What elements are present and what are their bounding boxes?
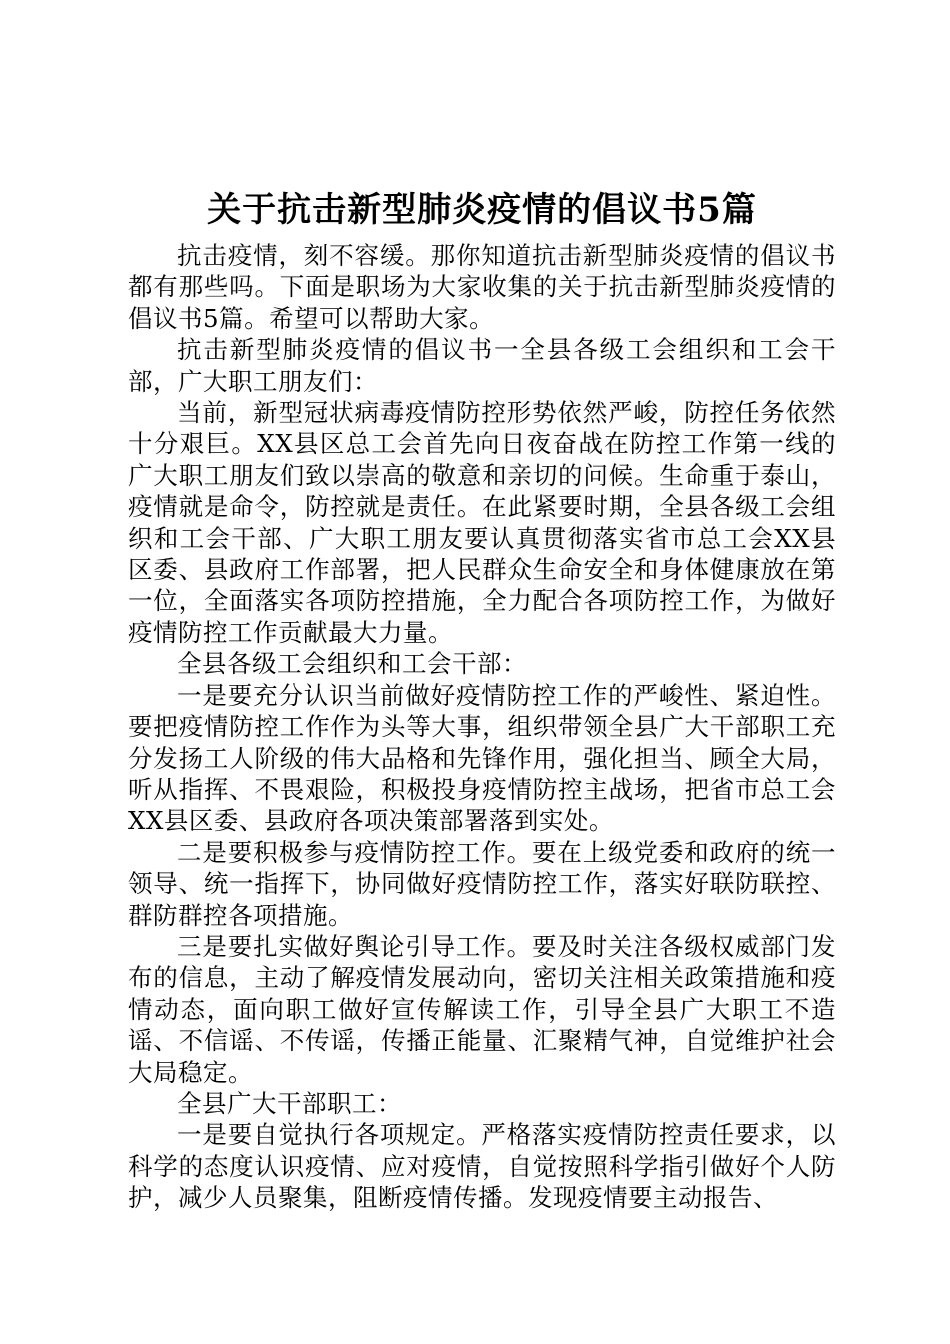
paragraph-letter-one-salutation: 抗击新型肺炎疫情的倡议书一全县各级工会组织和工会干部，广大职工朋友们： — [128, 335, 836, 396]
paragraph-union-heading: 全县各级工会组织和工会干部： — [177, 649, 527, 679]
paragraph-current-situation: 当前，新型冠状病毒疫情防控形势依然严峻，防控任务依然十分艰巨。XX县区总工会首先向日夜奋战在防控工作第一线的广大职工朋友们致以崇高的敬意和亲切的问候。生命重于泰山，疫情就是命令，防控就是责任。在此紧要时期，全县各级工会组织和工会干部、广大职工朋友要认真贯彻落实省市总工会XX县区委、县政府工作部署，把人民群众生命安全和身体健康放在第一位，全面落实各项防控措施，全力配合各项防控工作，为做好疫情防控工作贡献最大力量。 — [128, 398, 836, 647]
paragraph-workers-point-one: 一是要自觉执行各项规定。严格落实疫情防控责任要求，以科学的态度认识疫情、应对疫情，自觉按照科学指引做好个人防护，减少人员聚集，阻断疫情传播。发现疫情要主动报告、 — [128, 1120, 836, 1213]
paragraph-union-point-one: 一是要充分认识当前做好疫情防控工作的严峻性、紧迫性。要把疫情防控工作作为头等大事，组织带领全县广大干部职工充分发扬工人阶级的伟大品格和先锋作用，强化担当、顾全大局，听从指挥、不畏艰险，积极投身疫情防控主战场，把省市总工会XX县区委、县政府各项决策部署落到实处。 — [128, 680, 836, 836]
document-title: 关于抗击新型肺炎疫情的倡议书5篇 — [207, 190, 757, 230]
paragraph-intro: 抗击疫情，刻不容缓。那你知道抗击新型肺炎疫情的倡议书都有那些吗。下面是职场为大家收集的关于抗击新型肺炎疫情的倡议书5篇。希望可以帮助大家。 — [128, 241, 836, 333]
paragraph-union-point-three: 三是要扎实做好舆论引导工作。要及时关注各级权威部门发布的信息，主动了解疫情发展动向，密切关注相关政策措施和疫情动态，面向职工做好宣传解读工作，引导全县广大职工不造谣、不信谣、不传谣，传播正能量、汇聚精气神，自觉维护社会大局稳定。 — [128, 931, 836, 1087]
document-page — [128, 186, 836, 1214]
paragraph-workers-heading: 全县广大干部职工： — [177, 1088, 402, 1118]
paragraph-union-point-two: 二是要积极参与疫情防控工作。要在上级党委和政府的统一领导、统一指挥下，协同做好疫情防控工作，落实好联防联控、群防群控各项措施。 — [128, 837, 836, 930]
